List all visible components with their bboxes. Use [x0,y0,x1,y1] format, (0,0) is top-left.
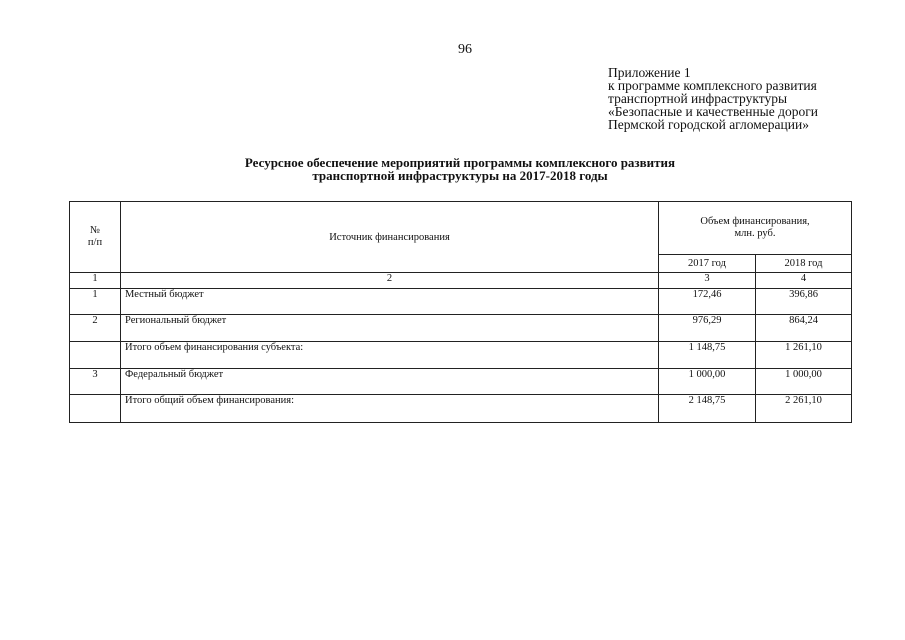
row-num: 3 [70,369,121,395]
row-value-2018: 864,24 [756,315,852,342]
appendix-line: к программе комплексного развития [608,78,817,93]
table-row [70,342,852,369]
index-cell: 3 [659,273,756,289]
table-row [70,315,852,342]
row-value-2018: 1 261,10 [756,342,852,369]
financing-table [69,201,852,423]
header-num-cell [70,202,121,273]
header-num-symbol: № [89,225,101,236]
page-number: 96 [458,42,472,57]
row-num [70,342,121,369]
header-volume-cell [659,202,852,255]
row-source: Местный бюджет [121,289,659,315]
row-num: 2 [70,315,121,342]
header-year-2017: 2017 год [659,255,756,273]
row-value-2017: 1 148,75 [659,342,756,369]
index-cell: 2 [121,273,659,289]
row-source: Федеральный бюджет [121,369,659,395]
header-volume-line: Объем финансирования, [700,216,810,227]
header-num-label: п/п [87,237,103,248]
index-cell: 4 [756,273,852,289]
row-source: Итого объем финансирования субъекта: [121,342,659,369]
row-value-2018: 396,86 [756,289,852,315]
table-row [70,369,852,395]
row-num: 1 [70,289,121,315]
row-value-2018: 2 261,10 [756,395,852,423]
row-value-2017: 1 000,00 [659,369,756,395]
row-num [70,395,121,423]
table-index-row [70,273,852,289]
document-title [150,156,770,182]
appendix-note [608,66,888,131]
appendix-line: Приложение 1 [608,65,691,80]
header-volume-unit: млн. руб. [734,228,776,239]
row-source: Итого общий объем финансирования: [121,395,659,423]
appendix-line: Пермской городской агломерации» [608,117,809,132]
index-cell: 1 [70,273,121,289]
row-value-2017: 976,29 [659,315,756,342]
row-value-2017: 172,46 [659,289,756,315]
title-line: Ресурсное обеспечение мероприятий программы комплексного развития [244,155,676,170]
row-source: Региональный бюджет [121,315,659,342]
title-line: транспортной инфраструктуры на 2017-2018 годы [312,168,608,183]
table-row [70,395,852,423]
table-row [70,289,852,315]
appendix-line: транспортной инфраструктуры [608,91,788,106]
header-year-2018: 2018 год [756,255,852,273]
table-header-row [70,202,852,255]
appendix-line: «Безопасные и качественные дороги [608,104,819,119]
row-value-2017: 2 148,75 [659,395,756,423]
row-value-2018: 1 000,00 [756,369,852,395]
header-source-cell: Источник финансирования [121,202,659,273]
